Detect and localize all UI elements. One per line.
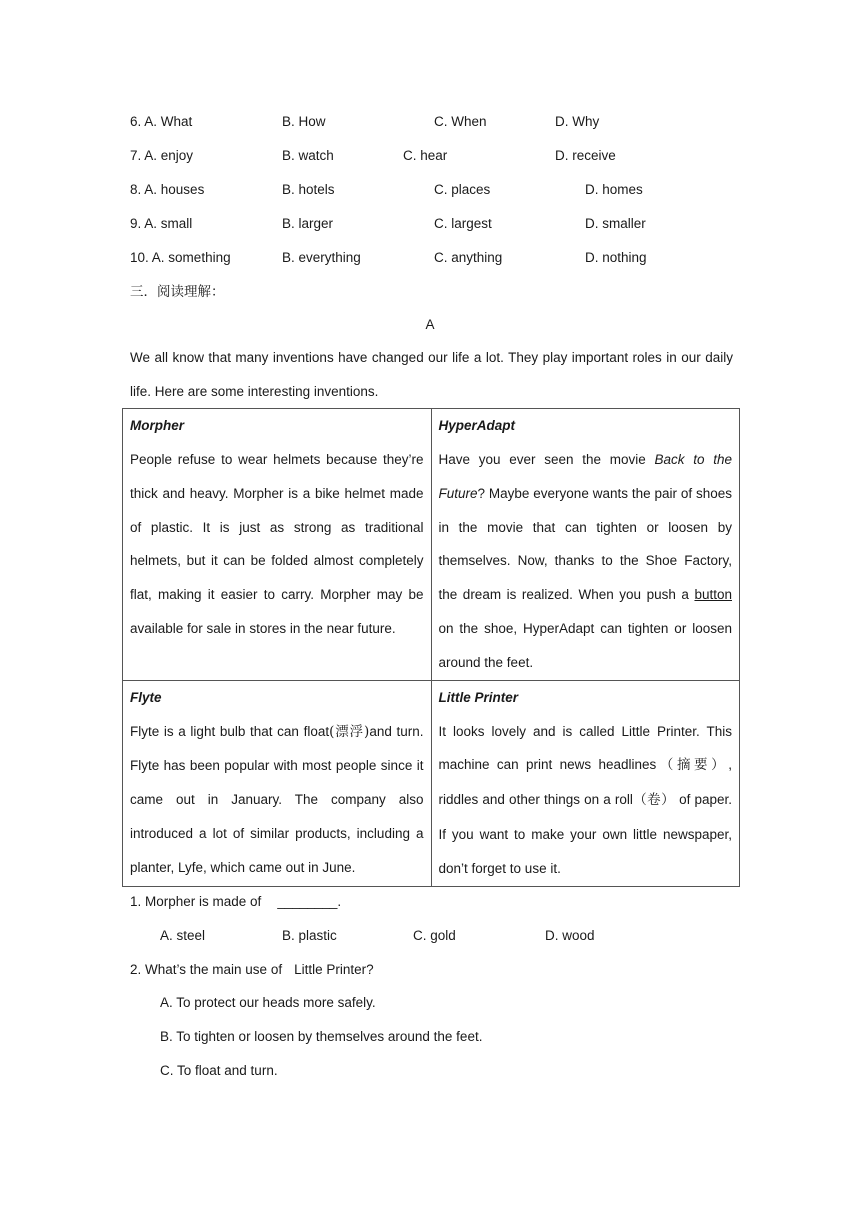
option-d: D. wood: [545, 928, 595, 943]
option-b: B. To tighten or loosen by themselves around the feet.: [160, 1029, 483, 1044]
chinese-gloss: （摘要）: [656, 757, 729, 774]
option-c: C. When: [434, 114, 487, 129]
hyperadapt-cell: [431, 409, 740, 681]
option-b: B. plastic: [282, 928, 337, 943]
answer-blank: ________.: [277, 894, 342, 909]
option-a: 8. A. houses: [130, 182, 205, 197]
inventions-table: [122, 408, 740, 887]
mc-question-10: [0, 249, 860, 267]
option-b: B. watch: [282, 148, 334, 163]
option-a: 10. A. something: [130, 250, 231, 265]
option-c: C. largest: [434, 216, 492, 231]
option-b: B. How: [282, 114, 326, 129]
morpher-cell: [123, 409, 432, 681]
option-d: D. homes: [585, 182, 643, 197]
invention-description: Flyte is a light bulb that can float(漂浮)and turn. Flyte has been popular with most people since it came out in January. The company also introduced a lot of similar products, including a planter, Lyfe, which came out in June.: [130, 723, 424, 875]
movie-title: Back to the Future: [438, 452, 732, 501]
invention-title: HyperAdapt: [438, 418, 516, 433]
option-a: A. steel: [160, 928, 206, 943]
question-2-stem: 2. What’s the main use of Little Printer?: [130, 962, 374, 977]
invention-description: It looks lovely and is called Little Printer. This machine can print news headlines（摘要）, riddles and other things on a roll（卷） of paper. If you want to make your own little newspaper, don’t forget to use it.: [438, 723, 733, 876]
option-a: 7. A. enjoy: [130, 148, 194, 163]
question-1-options: [0, 927, 860, 945]
invention-description: Have you ever seen the movie Back to the Future? Maybe everyone wants the pair of shoes in the movie that can tighten or loosen by themselves. Now, thanks to the Shoe Factory, the dream is realized. When you push a button on the shoe, HyperAdapt can tighten or loosen around the feet.: [438, 452, 732, 670]
chinese-gloss: （卷）: [632, 792, 675, 809]
option-b: B. everything: [282, 250, 361, 265]
option-d: D. receive: [555, 148, 616, 163]
option-a: A. To protect our heads more safely.: [160, 995, 376, 1010]
question-1-stem: 1. Morpher is made of ________.: [130, 894, 342, 909]
option-c: C. places: [434, 182, 491, 197]
option-a: 6. A. What: [130, 114, 193, 129]
invention-title: Flyte: [130, 689, 162, 705]
intro-paragraph: We all know that many inventions have changed our life a lot. They play important roles in our daily life. Here are some interesting inventions.: [130, 350, 733, 399]
option-d: D. smaller: [585, 216, 646, 231]
invention-title: Morpher: [130, 418, 184, 433]
option-c: C. anything: [434, 250, 503, 265]
option-b: B. larger: [282, 216, 334, 231]
mc-question-8: [0, 181, 860, 199]
option-d: D. Why: [555, 114, 600, 129]
option-d: D. nothing: [585, 250, 647, 265]
chinese-gloss: (漂浮): [329, 723, 370, 740]
underlined-word: button: [694, 587, 732, 603]
option-b: B. hotels: [282, 182, 335, 197]
passage-label: A: [425, 317, 435, 332]
option-c: C. To float and turn.: [160, 1063, 278, 1078]
invention-description: People refuse to wear helmets because they’re thick and heavy. Morpher is a bike helmet made of plastic. It is just as strong as traditional helmets, but it can be folded almost completely flat, making it easier to carry. Morpher may be available for sale in stores in the near future.: [130, 452, 424, 636]
little-printer-cell: [431, 680, 740, 886]
mc-question-7: [0, 147, 860, 165]
mc-question-6: [0, 113, 860, 131]
option-c: C. gold: [413, 928, 456, 943]
section-heading: 三．阅读理解：: [130, 284, 225, 300]
mc-question-9: [0, 215, 860, 233]
flyte-cell: [123, 680, 432, 886]
invention-title: Little Printer: [438, 689, 519, 705]
option-c: C. hear: [403, 148, 448, 163]
option-a: 9. A. small: [130, 216, 193, 231]
